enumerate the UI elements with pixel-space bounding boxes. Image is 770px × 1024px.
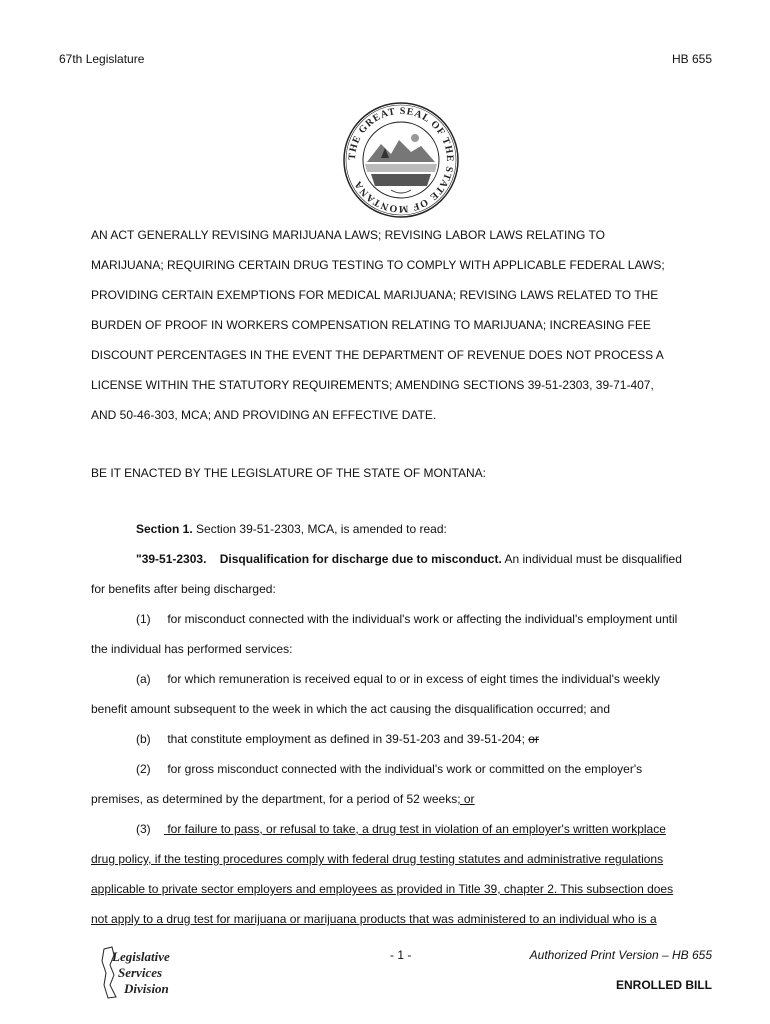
subsection-text: that constitute employment as defined in 39-51-203 and 39-51-204; [167, 732, 525, 746]
seal-landscape [365, 134, 437, 193]
title-line: AND 50-46-303, MCA; AND PROVIDING AN EFFECTIVE DATE. [91, 408, 437, 422]
statute-intro-text: An individual must be disqualified [504, 552, 682, 566]
title-line: LICENSE WITHIN THE STATUTORY REQUIREMENTS; AMENDING SECTIONS 39-51-2303, 39-71-407, [91, 378, 654, 392]
added-text: for failure to pass, or refusal to take, a drug test in violation of an employer's written workplace [167, 822, 666, 836]
subsection-text: for gross misconduct connected with the individual's work or committed on the employer's [167, 762, 643, 776]
subsection-number: (1) [136, 612, 151, 626]
title-line: DISCOUNT PERCENTAGES IN THE EVENT THE DEPARTMENT OF REVENUE DOES NOT PROCESS A [91, 348, 664, 362]
subsection-number: (a) [136, 672, 151, 686]
subsection-3-line: applicable to private sector employers and employees as provided in Title 39, chapter 2. This subsection does [91, 882, 674, 896]
legislative-services-division-logo-icon [98, 945, 188, 1000]
statute-cite: "39-51-2303. [136, 552, 207, 566]
statute-intro-line [91, 547, 713, 577]
logo-line: Services [118, 965, 163, 980]
statute-catchline: Disqualification for discharge due to misconduct. [219, 552, 502, 566]
section-number: Section 1. [136, 522, 193, 536]
title-line: AN ACT GENERALLY REVISING MARIJUANA LAWS; REVISING LABOR LAWS RELATING TO [91, 228, 605, 242]
section-heading-text: Section 39-51-2303, MCA, is amended to read: [196, 522, 447, 536]
legislature-label: 67th Legislature [59, 52, 145, 66]
logo-line: Division [124, 981, 169, 996]
subsection-1a [91, 667, 713, 697]
subsection-3 [91, 817, 713, 847]
subsection-2 [91, 757, 713, 787]
subsection-text: for misconduct connected with the individual's work or affecting the individual's employment until [167, 612, 678, 626]
subsection-1-cont: the individual has performed services: [91, 642, 293, 656]
page-number: - 1 - [390, 948, 412, 962]
struck-text: or [528, 732, 539, 746]
subsection-number: (3) [136, 822, 151, 836]
title-line: MARIJUANA; REQUIRING CERTAIN DRUG TESTING TO COMPLY WITH APPLICABLE FEDERAL LAWS; [91, 258, 665, 272]
subsection-2-cont [91, 787, 713, 817]
authorized-print-version [530, 948, 712, 962]
great-seal-of-montana-icon [341, 100, 461, 220]
subsection-3-line: not apply to a drug test for marijuana or marijuana products that was administered to an individual who is a [91, 912, 657, 926]
section-heading-line [91, 517, 713, 547]
auth-bill: HB 655 [671, 948, 712, 962]
subsection-number: (b) [136, 732, 151, 746]
bill-number: HB 655 [671, 52, 712, 66]
added-text: ; or [457, 792, 475, 806]
subsection-1b [91, 727, 713, 757]
subsection-number: (2) [136, 762, 151, 776]
title-line: PROVIDING CERTAIN EXEMPTIONS FOR MEDICAL MARIJUANA; REVISING LAWS RELATED TO THE [91, 288, 659, 302]
logo-line: Legislative [112, 949, 170, 964]
enrolled-bill-label: ENROLLED BILL [616, 978, 712, 992]
subsection-text: for which remuneration is received equal to or in excess of eight times the individual's weekly [167, 672, 660, 686]
enacting-clause: BE IT ENACTED BY THE LEGISLATURE OF THE STATE OF MONTANA: [91, 466, 486, 480]
subsection-1 [91, 607, 713, 637]
bill-title [91, 223, 713, 433]
title-line: BURDEN OF PROOF IN WORKERS COMPENSATION RELATING TO MARIJUANA; INCREASING FEE [91, 318, 651, 332]
seal-text: THE GREAT SEAL OF THE STATE OF MONTANA [346, 105, 456, 215]
statute-intro-cont: for benefits after being discharged: [91, 582, 276, 596]
subsection-text: premises, as determined by the department, for a period of 52 weeks [91, 792, 458, 806]
subsection-3-line: drug policy, if the testing procedures comply with federal drug testing statutes and administrative regulations [91, 852, 664, 866]
subsection-1a-cont: benefit amount subsequent to the week in which the act causing the disqualification occurred; and [91, 702, 610, 716]
auth-label: Authorized Print Version [529, 948, 659, 962]
auth-dash: – [658, 948, 672, 962]
bill-body [91, 517, 713, 937]
